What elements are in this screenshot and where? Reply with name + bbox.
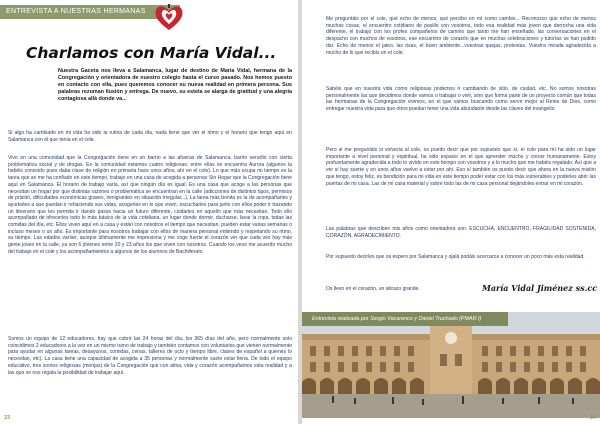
paragraph: Las palabras que describen mis años como orientadora son: ESCUCHA, ENCUENTRO, FRAGILIDAD SOSTENIDA, CORAZÓN, AGRADECIMIENTO. xyxy=(326,226,596,239)
right-page xyxy=(302,0,600,424)
paragraph: Vivo en una comunidad que la Congregación tiene en un barrio a las afueras de Salamanca, barrio sencillo con cierta problemática social y de drogas. En la comunidad estamos cuatro religiosas; entre ellas se encuentra Aurora (algunos la habéis conocido pues daba clase de religión en primaria hace unos años, ahí en el cole). Lo que más ocupa mi tiempo es la tarea que se me ha confiado en este tiempo, trabajo en una casa de acogida a personas Sin Hogar que la Congregación tiene aquí en Salamanca. El horario de trabajo varía, así que ningún día es igual. Es una casa que acoge a las personas que necesitan un hogar por que distintas razones o problemática se encuentran en la calle (adicciones de distintos tipos, permisos de prisión, dificultades económicas graves, inmigrantes en situación irregular...). La tarea más bonita es la de acompañarles y ayudarles a que puedan ir rehaciendo sus vidas, acogerles en lo que viven, escucharles para junto con ellos poder ir trazando un itinerario que les permita ir dando pasos hacia un futuro diferente, cuidarles en aquello que más necesitan. Todo ello acompañado de ofrecerles todo lo más básico de la vida cotidiana, un lugar donde dormir, ducharse, lavar la ropa, todas las comidas del día, etc. Ellos viven aquí en a casa y están con nosotros el tiempo que necesitan, pueden estar varias semanas o incluso meses o un año. Es importante para nosotros trabajar con ellos de manera personal entiendo y respetando su ritmo, su tiempo. Las edades varían; aunque últimamente me impresiona y me coge fuerte el corazón ver que cada vez hay más gente joven en la calle, ya son 6 jóvenes entre 20 y 23 años los que viven con nosotros. Cuando los veos me acuerdo mucho del trabajo en el cole y los acompañamientos a algunos de los alumnos de Bachillerato. xyxy=(8,155,292,255)
photo-caption: Entrevista realizada por Sergio Vacarenco y Daniel Truchado (PMAR I) xyxy=(302,312,508,326)
left-page xyxy=(0,0,298,424)
paragraph: Somos un equipo de 12 educadores, hay que cubrir las 24 horas del día, los 365 días del año, pero normalmente solo coincidimos 2 educadores a la vez en un mismo turno de trabajo y también contamos con voluntarios que vienen normalmente para ayudar en algunas tareas, desayunos, comidas, cenas, talleres de ocio y tiempo libre, clases de español a quienes lo necesitan, etc). La casa tiene una capacidad de acogida a 35 personas y normalmente suele estar llena. De todo el equipo educativo, tres somos religiosas (monjas) de la Congregación que con alma, vida y corazón acompañamos esta realidad y a las que se nos regala la posibilidad de trabajar aquí. xyxy=(8,336,292,376)
paragraph: Sabéis que en nuestra vida como religiosas podemos ir cambiando de sitio, de ciudad, etc. No somos nosotras personalmente las que decidimos donde vamos o trabajar o vivir, sino que forma parte de un proyecto común que todas las hermanas de la Congregación vivimos, en el que vamos buscando como servir mejor al Reino de Dios, como entregar nuestra vida para que otros puedan tener una vida abundante desde las claves del evangelio. xyxy=(326,86,596,113)
hearts-logo-icon xyxy=(152,2,186,34)
signature: María Vidal Jiménez ss.cc xyxy=(482,283,598,293)
article-title: Charlamos con María Vidal... xyxy=(26,44,277,62)
section-tag: ENTREVISTA A NUESTRAS HERMANAS xyxy=(0,5,180,19)
paragraph: Si algo ha cambiado en mi vida ha sido la rutina de cada día, nada tiene que ver el ritmo y el horario que tengo aquí en Salamanca con el que tenía en el cole. xyxy=(8,130,292,143)
paragraph: Pero si me preguntáis si volvería al cole, os puedo decir que por supuesto que sí, el cole para mí ha sido un lugar importante a nivel personal y espiritual, ha sido espacio en el que aprender mucho y crecer humanamente. Estoy profundamente agradecida a todo lo vivido en este tiempo con vosotros y a lo mucho que me habéis regalado. Así que a ver si hay suerte y en unos años vuelvo a estar por ahí. Eso sí también os puedo decir que ahora en la nueva misión que tengo, estoy feliz, es bendición para mi vida en este tiempo poder estar con los más vulnerables y poderles abrir las puertas de mi casa. Las de mi casa material y sobre todo las de mi casa personal dejándoles entrar en mi corazón. xyxy=(326,147,596,187)
closing-line: Os llevo en el corazón, un abrazo grande. xyxy=(326,286,420,292)
article-lead: Nuestra Gaceta nos lleva a Salamanca, lugar de destino de María Vidal, hermana de la Congregación y orientadora de nuestro colegio hasta el curso pasado. Nos hemos puesto en contacto con ella, pues queremos conocer su nueva realidad en primera persona. Sus palabras rezuman ilusión y entrega. De nuevo, su estela se alarga de gratitud y una alegría contagiosa allá donde va... xyxy=(58,68,292,103)
page-number-left: 23 xyxy=(4,415,11,421)
paragraph: Me preguntáis por el cole, qué echo de menos, qué percibo en mí como cambio... Reconozco que echo de menos muchas cosas, el encuentro cotidiano de pasillo con vosotros, todo esa realidad más joven que derrocha una vida diferente, el trabajo con los profes compañeros de camino que tanto me han enseñado, las conversaciones en el despacho con muchos de vosotros, ese encuentro de corazón que en muchas celebraciones y tutorías se han podido dar. Echo de menos el jaleo, las risas, el buen ambiente...vuestras quejas, protestas. Vuestra mirada agradecida a mucho de lo que recibís en el cole. xyxy=(326,16,596,56)
paragraph: Por supuesto decirles que os espero por Salamanca y ojalá podáis acercaros a conocer un poco más esta realidad. xyxy=(326,254,585,260)
plaza-photo xyxy=(302,312,600,418)
page-number-right: 24 xyxy=(589,415,596,421)
